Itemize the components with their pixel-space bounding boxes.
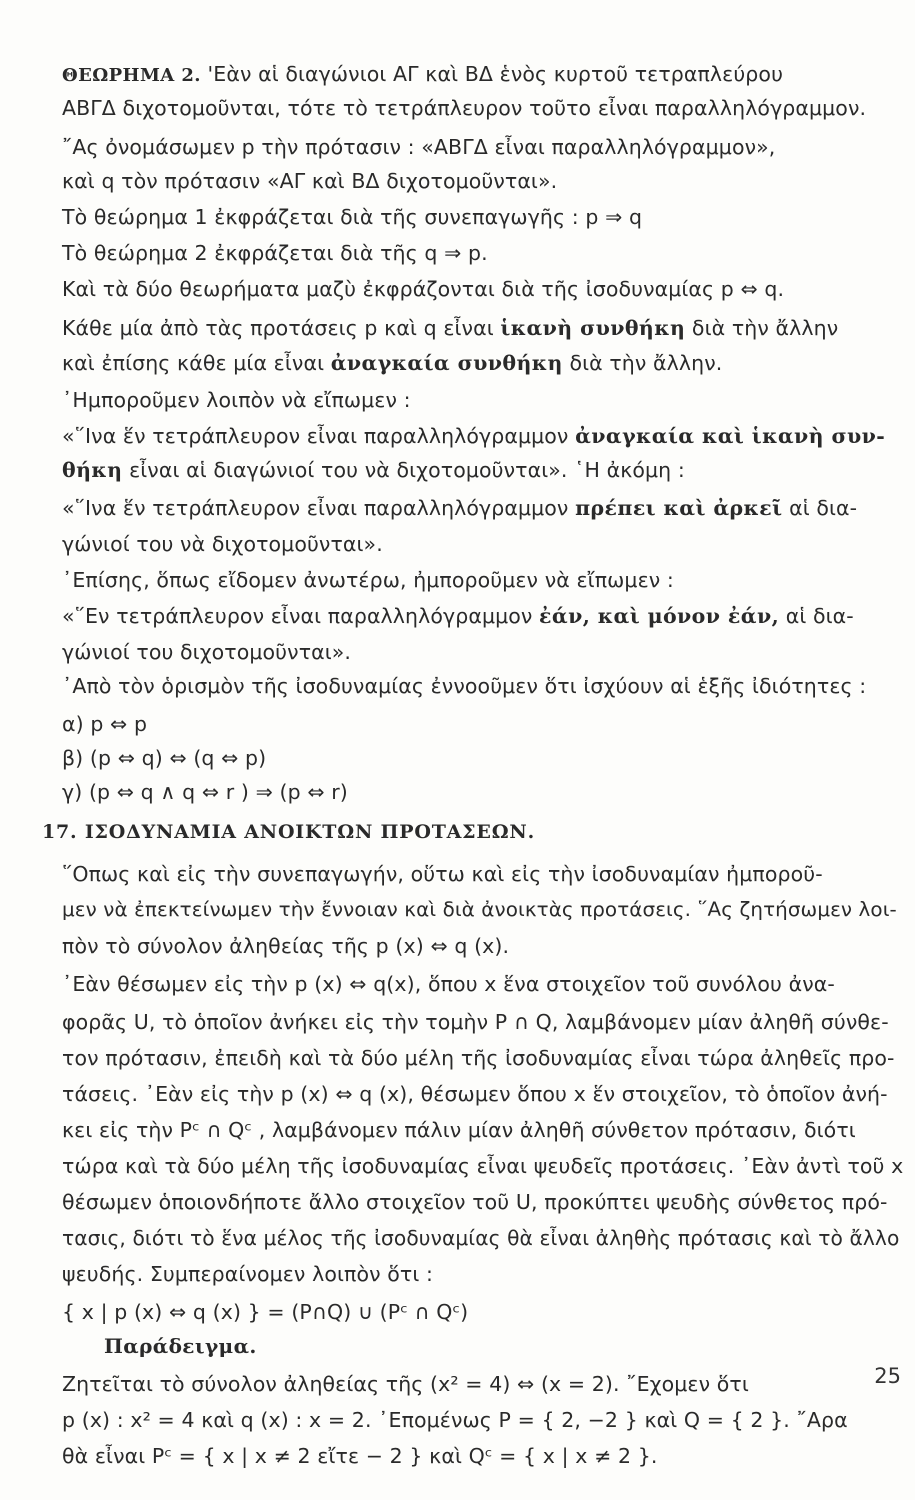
text-line: Κάθε μία ἀπὸ τὰς προτάσεις p καὶ q εἶναι ἱκανὴ συνθήκη διὰ τὴν ἄλλην xyxy=(62,316,839,340)
page-number: 25 xyxy=(874,1364,901,1388)
text-line: τασις, διότι τὸ ἕνα μέλος τῆς ἰσοδυναμίας θὰ εἶναι ἀληθὴς πρότασις καὶ τὸ ἄλλο xyxy=(62,1226,900,1250)
text-line: «῞Ινα ἕν τετράπλευρον εἶναι παραλληλόγραμμον ἀναγκαία καὶ ἱκανὴ συν- xyxy=(62,424,886,448)
bold-term: ἱκανὴ συνθήκη xyxy=(500,316,686,340)
bold-term: ἐάν, καὶ μόνον ἐάν, xyxy=(539,604,780,628)
bold-term: ἀναγκαία συνθήκη xyxy=(330,351,563,375)
property-item: γ) (p ⇔ q ∧ q ⇔ r ) ⇒ (p ⇔ r) xyxy=(62,780,348,804)
text-line: θὰ εἶναι Pᶜ = { x | x ≠ 2 εἴτε − 2 } καὶ Qᶜ = { x | x ≠ 2 }. xyxy=(62,1444,658,1468)
text-line: γώνιοί του διχοτομοῦνται». xyxy=(62,640,352,664)
property-item: α) p ⇔ p xyxy=(62,712,148,736)
theorem-label: ΘΕΩΡΗΜΑ 2. xyxy=(62,65,201,86)
text-line: ᾿Εὰν θέσωμεν εἰς τὴν p (x) ⇔ q(x), ὅπου x ἕνα στοιχεῖον τοῦ συνόλου ἀνα- xyxy=(62,972,835,996)
text-line: ψευδής. Συμπεραίνομεν λοιπὸν ὅτι : xyxy=(62,1262,433,1286)
bold-term: ἀναγκαία καὶ ἱκανὴ συν- xyxy=(575,424,886,448)
text-line: ῎Ας ὀνομάσωμεν p τὴν πρότασιν : «ΑΒΓΔ εἶναι παραλληλόγραμμον», xyxy=(62,135,776,159)
theorem-line xyxy=(62,60,783,90)
text-line: πὸν τὸ σύνολον ἀληθείας τῆς p (x) ⇔ q (x). xyxy=(62,934,510,958)
section-heading: 17. ΙΣΟΔΥΝΑΜΙΑ ΑΝΟΙΚΤΩΝ ΠΡΟΤΑΣΕΩΝ. xyxy=(42,821,535,843)
property-item: β) (p ⇔ q) ⇔ (q ⇔ p) xyxy=(62,746,267,770)
bold-term: θήκη xyxy=(62,458,123,482)
text-segment: 'Εὰν αἱ διαγώνιοι ΑΓ καὶ ΒΔ ἑνὸς κυρτοῦ τετραπλεύρου xyxy=(200,62,784,86)
text-line: κει εἰς τὴν Pᶜ ∩ Qᶜ , λαμβάνομεν πάλιν μίαν ἀληθῆ σύνθετον πρότασιν, διότι xyxy=(62,1118,856,1142)
text-line: ᾿Ημποροῦμεν λοιπὸν νὰ εἴπωμεν : xyxy=(62,388,411,412)
text-line: τώρα καὶ τὰ δύο μέλη τῆς ἰσοδυναμίας εἶναι ψευδεῖς προτάσεις. ᾿Εὰν ἀντὶ τοῦ x xyxy=(62,1154,904,1178)
text-line: ΑΒΓΔ διχοτομοῦνται, τότε τὸ τετράπλευρον τοῦτο εἶναι παραλληλόγραμμον. xyxy=(62,96,867,120)
text-line: θήκη εἶναι αἱ διαγώνιοί του νὰ διχοτομοῦνται». ῾Η ἀκόμη : xyxy=(62,458,685,482)
text-line: θέσωμεν ὁποιονδήποτε ἄλλο στοιχεῖον τοῦ U, προκύπτει ψευδὴς σύνθετος πρό- xyxy=(62,1190,888,1214)
text-line: ῞Οπως καὶ εἰς τὴν συνεπαγωγήν, οὕτω καὶ εἰς τὴν ἰσοδυναμίαν ἠμποροῦ- xyxy=(62,862,823,886)
text-line: ᾿Επίσης, ὅπως εἴδομεν ἀνωτέρω, ἠμποροῦμεν νὰ εἴπωμεν : xyxy=(62,568,674,592)
text-line: καὶ q τὸν πρότασιν «ΑΓ καὶ ΒΔ διχοτομοῦνται». xyxy=(62,169,558,193)
text-line: Τὸ θεώρημα 1 ἐκφράζεται διὰ τῆς συνεπαγωγῆς : p ⇒ q xyxy=(62,205,643,229)
text-line: γώνιοί του νὰ διχοτομοῦνται». xyxy=(62,532,383,556)
set-formula: { x | p (x) ⇔ q (x) } = (P∩Q) ∪ (Pᶜ ∩ Qᶜ) xyxy=(62,1300,469,1324)
text-line: φορᾶς U, τὸ ὁποῖον ἀνήκει εἰς τὴν τομὴν P ∩ Q, λαμβάνομεν μίαν ἀληθῆ σύνθε- xyxy=(62,1010,889,1034)
text-line: Καὶ τὰ δύο θεωρήματα μαζὺ ἐκφράζονται διὰ τῆς ἰσοδυναμίας p ⇔ q. xyxy=(62,277,785,301)
text-line: Ζητεῖται τὸ σύνολον ἀληθείας τῆς (x² = 4) ⇔ (x = 2). ῎Εχομεν ὅτι xyxy=(62,1372,749,1396)
text-line: μεν νὰ ἐπεκτείνωμεν τὴν ἔννοιαν καὶ διὰ ἀνοικτὰς προτάσεις. ῞Ας ζητήσωμεν λοι- xyxy=(62,898,897,921)
text-line: p (x) : x² = 4 καὶ q (x) : x = 2. ᾿Επομένως P = { 2, −2 } καὶ Q = { 2 }. ῎Αρα xyxy=(62,1408,848,1432)
text-line: τάσεις. ᾿Εὰν εἰς τὴν p (x) ⇔ q (x), θέσωμεν ὅπου x ἕν στοιχεῖον, τὸ ὁποῖον ἀνή- xyxy=(62,1082,888,1106)
text-line: τον πρότασιν, ἐπειδὴ καὶ τὰ δύο μέλη τῆς ἰσοδυναμίας εἶναι τώρα ἀληθεῖς προ- xyxy=(62,1046,895,1070)
example-heading: Παράδειγμα. xyxy=(104,1334,257,1358)
text-line: «῞Ινα ἕν τετράπλευρον εἶναι παραλληλόγραμμον πρέπει καὶ ἀρκεῖ αἱ δια- xyxy=(62,496,858,520)
bold-term: πρέπει καὶ ἀρκεῖ xyxy=(575,496,783,520)
text-line: «῞Εν τετράπλευρον εἶναι παραλληλόγραμμον ἐάν, καὶ μόνον ἐάν, αἱ δια- xyxy=(62,604,854,628)
text-line: καὶ ἐπίσης κάθε μία εἶναι ἀναγκαία συνθήκη διὰ τὴν ἄλλην. xyxy=(62,351,723,375)
text-line: ᾿Απὸ τὸν ὁρισμὸν τῆς ἰσοδυναμίας ἐννοοῦμεν ὅτι ἰσχύουν αἱ ἑξῆς ἰδιότητες : xyxy=(62,674,867,698)
text-line: Τὸ θεώρημα 2 ἐκφράζεται διὰ τῆς q ⇒ p. xyxy=(62,241,488,265)
